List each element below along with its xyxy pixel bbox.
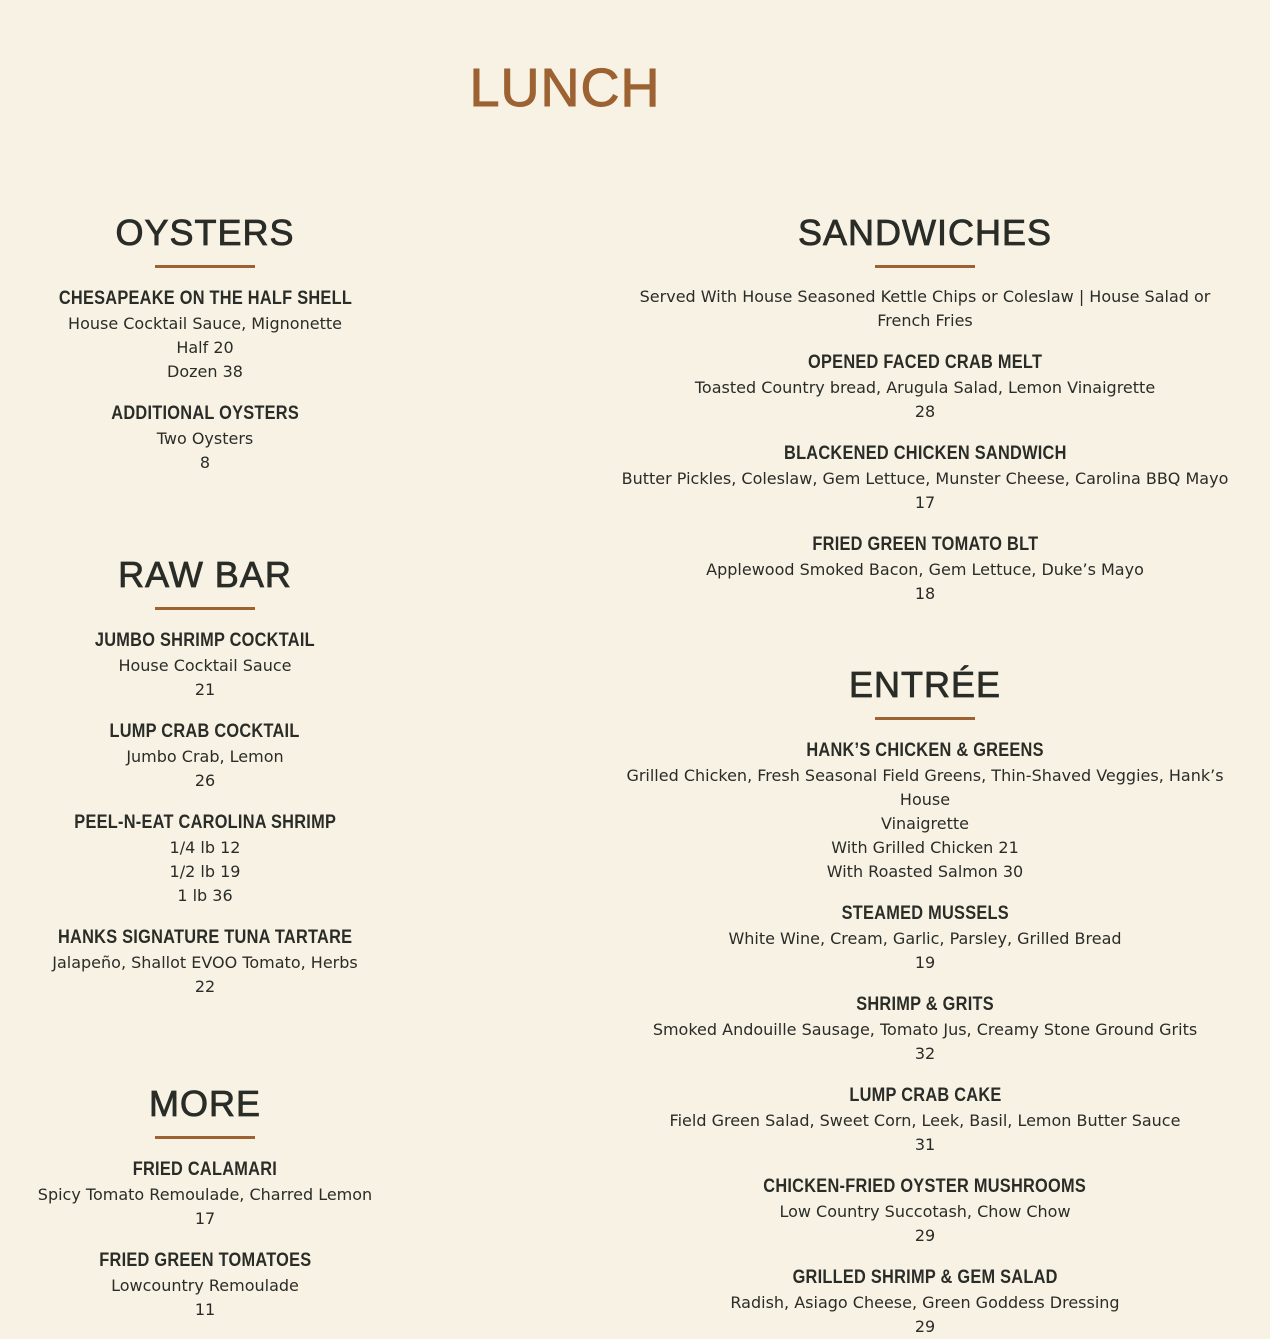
menu-item [620,1083,1230,1157]
section-heading-raw-bar: RAW BAR [118,554,292,595]
item-price: Half 20 [176,338,234,357]
item-description: House Cocktail Sauce, Mignonette [68,314,342,333]
section-heading-sandwiches: SANDWICHES [797,212,1053,253]
item-price: 18 [914,584,936,603]
menu-item [0,719,410,793]
menu-item [0,925,410,999]
menu-item [620,901,1230,975]
item-name: BLACKENED CHICKEN SANDWICH [783,443,1067,464]
item-description: Butter Pickles, Coleslaw, Gem Lettuce, Munster Cheese, Carolina BBQ Mayo [621,469,1229,488]
item-price: 21 [194,680,216,699]
item-name: LUMP CRAB CAKE [848,1085,1002,1106]
item-price: 8 [199,453,211,472]
menu-item [620,441,1230,515]
section-note: Served With House Seasoned Kettle Chips or Coleslaw | House Salad or French Fries [639,287,1211,330]
item-description: Grilled Chicken, Fresh Seasonal Field Greens, Thin-Shaved Veggies, Hank’s House [626,766,1224,809]
item-price: 26 [194,771,216,790]
item-price: 29 [914,1317,936,1336]
item-name: PEEL-N-EAT CAROLINA SHRIMP [74,812,336,833]
item-description: Applewood Smoked Bacon, Gem Lettuce, Duke’s Mayo [706,560,1144,579]
item-name: CHESAPEAKE ON THE HALF SHELL [58,288,352,309]
item-price: 1/2 lb 19 [169,862,241,881]
menu-item [620,1265,1230,1339]
entree-section [620,665,1230,1339]
item-description: White Wine, Cream, Garlic, Parsley, Grilled Bread [728,929,1122,948]
item-price: With Grilled Chicken 21 [831,838,1019,857]
menu-item [0,810,410,908]
item-name: LUMP CRAB COCKTAIL [109,721,301,742]
item-name: SHRIMP & GRITS [856,994,994,1015]
menu-item [620,1174,1230,1248]
item-name: JUMBO SHRIMP COCKTAIL [95,630,315,651]
item-name: FRIED GREEN TOMATOES [98,1250,312,1271]
item-description: Low Country Succotash, Chow Chow [779,1202,1071,1221]
item-description: House Cocktail Sauce [118,656,292,675]
menu-item [0,1157,410,1231]
menu-item [0,286,410,384]
item-description: Toasted Country bread, Arugula Salad, Lemon Vinaigrette [694,378,1156,397]
item-price: 17 [194,1209,216,1228]
oysters-section [0,213,410,475]
section-divider [875,265,975,268]
item-name: STEAMED MUSSELS [841,903,1009,924]
item-description: Vinaigrette [880,814,970,833]
menu-item [0,628,410,702]
raw-bar-section [0,555,410,999]
item-name: ADDITIONAL OYSTERS [111,403,299,424]
item-name: FRIED GREEN TOMATO BLT [812,534,1038,555]
menu-item [0,1248,410,1322]
menu-item [620,738,1230,884]
item-price: 28 [914,402,936,421]
item-name: HANKS SIGNATURE TUNA TARTARE [57,927,353,948]
section-heading-oysters: OYSTERS [115,212,295,253]
item-price: 31 [914,1135,936,1154]
item-price: 19 [914,953,936,972]
item-price: Dozen 38 [167,362,243,381]
item-name: FRIED CALAMARI [132,1159,278,1180]
item-price: 17 [914,493,936,512]
item-description: Jumbo Crab, Lemon [126,747,284,766]
item-price: 29 [914,1226,936,1245]
menu-item [620,350,1230,424]
item-price: 11 [194,1300,216,1319]
item-description: Jalapeño, Shallot EVOO Tomato, Herbs [52,953,358,972]
item-description: Two Oysters [156,429,254,448]
item-name: CHICKEN-FRIED OYSTER MUSHROOMS [763,1176,1087,1197]
item-price: 1 lb 36 [177,886,233,905]
section-divider [155,607,255,610]
page-title: LUNCH [469,58,661,118]
sandwiches-section [620,213,1230,606]
item-price: 22 [194,977,216,996]
menu-item [620,532,1230,606]
item-name: OPENED FACED CRAB MELT [807,352,1043,373]
item-description: Smoked Andouille Sausage, Tomato Jus, Creamy Stone Ground Grits [652,1020,1198,1039]
section-heading-entree: ENTRÉE [848,664,1002,705]
item-price: 1/4 lb 12 [169,838,241,857]
item-name: HANK’S CHICKEN & GREENS [806,740,1044,761]
section-divider [155,265,255,268]
item-description: Spicy Tomato Remoulade, Charred Lemon [37,1185,373,1204]
section-divider [875,717,975,720]
more-section [0,1084,410,1322]
item-description: Lowcountry Remoulade [111,1276,299,1295]
menu-item [620,992,1230,1066]
section-heading-more: MORE [149,1083,261,1124]
item-description: Field Green Salad, Sweet Corn, Leek, Basil, Lemon Butter Sauce [669,1111,1181,1130]
item-name: GRILLED SHRIMP & GEM SALAD [792,1267,1058,1288]
item-price: 32 [914,1044,936,1063]
item-description: Radish, Asiago Cheese, Green Goddess Dressing [730,1293,1120,1312]
menu-item [0,401,410,475]
item-price: With Roasted Salmon 30 [826,862,1024,881]
section-divider [155,1136,255,1139]
